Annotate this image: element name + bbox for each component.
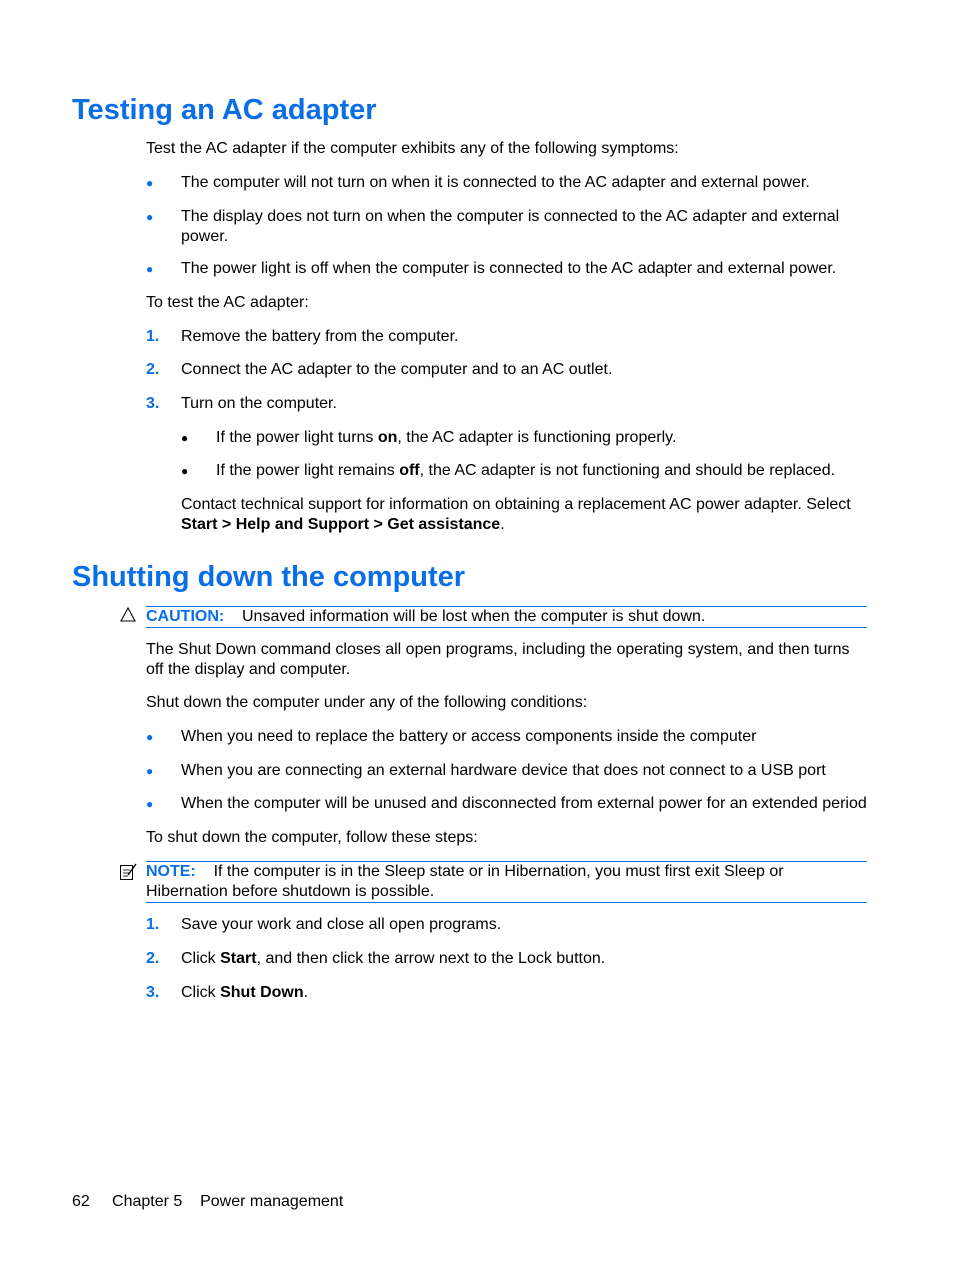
bold-text: off (399, 462, 420, 479)
note-pad-icon (119, 862, 138, 881)
list-item (146, 794, 868, 814)
list-item-text: The power light is off when the computer is connected to the AC adapter and external power. (181, 260, 837, 277)
list-item (146, 259, 868, 279)
chapter-label: Chapter 5 (112, 1193, 183, 1210)
bullet-icon: ● (181, 431, 189, 445)
bullet-icon: ● (146, 797, 154, 811)
step-text: Turn on the computer. (181, 395, 337, 412)
bold-text: Start (220, 950, 257, 967)
page-footer (72, 1192, 343, 1212)
list-item (146, 761, 868, 781)
list-item (146, 207, 868, 247)
contact-end: . (500, 515, 505, 533)
bullet-icon: ● (146, 730, 154, 744)
list-item (146, 173, 868, 193)
step-item (146, 394, 868, 414)
bullet-icon: ● (146, 176, 154, 190)
sub-list-item-text (216, 428, 871, 448)
step-number: 2. (146, 950, 160, 967)
bullet-icon: ● (181, 464, 189, 478)
step-item (146, 949, 868, 969)
section-title-testing-ac-adapter: Testing an AC adapter (72, 94, 377, 126)
caution-box (146, 606, 867, 628)
section-title-shutting-down: Shutting down the computer (72, 561, 466, 593)
step-text (181, 949, 868, 969)
shutdown-steps-intro: To shut down the computer, follow these steps: (146, 829, 478, 846)
step-item (146, 327, 868, 347)
step-item (146, 915, 868, 935)
sub-list-item (181, 461, 871, 481)
step-text: Connect the AC adapter to the computer and to an AC outlet. (181, 361, 613, 378)
caution-triangle-icon (120, 607, 136, 622)
caution-text: Unsaved information will be lost when the computer is shut down. (242, 608, 706, 625)
bullet-icon: ● (146, 262, 154, 276)
list-item-text: When the computer will be unused and disconnected from external power for an extended period (181, 795, 867, 812)
list-item-text: The display does not turn on when the computer is connected to the AC adapter and external power. (181, 208, 840, 245)
text-run: Save your work and close all open programs. (181, 916, 502, 933)
note-text: If the computer is in the Sleep state or in Hibernation, you must first exit Sleep or Hibernation before shutdown is possible. (146, 863, 784, 900)
text-run: If the power light remains (216, 462, 400, 479)
contact-paragraph (181, 495, 871, 534)
page-number: 62 (72, 1193, 90, 1210)
text-run: . (303, 984, 309, 1001)
note-box (146, 861, 867, 903)
step-number: 2. (146, 361, 160, 378)
text-run: Click (181, 984, 221, 1001)
step-text (181, 983, 868, 1003)
bold-text: on (377, 429, 398, 446)
bullet-icon: ● (146, 764, 154, 778)
sub-list-item (181, 428, 871, 448)
caution-label: CAUTION: (146, 608, 225, 625)
step-item (146, 360, 868, 380)
step-number: 3. (146, 395, 160, 412)
step-number: 1. (146, 328, 160, 345)
step-text (181, 915, 868, 935)
bold-text: Shut Down (220, 984, 304, 1001)
step-number: 3. (146, 984, 160, 1001)
sub-list-item-text (216, 461, 871, 481)
contact-text: Contact technical support for information on obtaining a replacement AC power adapter. Select (181, 496, 851, 513)
menu-path: Start > Help and Support > Get assistance (181, 515, 501, 533)
list-item (146, 727, 868, 747)
list-item-text: The computer will not turn on when it is connected to the AC adapter and external power. (181, 174, 810, 191)
text-run: , the AC adapter is functioning properly. (397, 429, 677, 446)
section1-steps-intro: To test the AC adapter: (146, 294, 309, 311)
text-run: , and then click the arrow next to the Lock button. (256, 950, 606, 967)
chapter-title: Power management (200, 1193, 344, 1210)
step-number: 1. (146, 916, 160, 933)
section1-intro: Test the AC adapter if the computer exhibits any of the following symptoms: (146, 140, 679, 157)
shutdown-description: The Shut Down command closes all open programs, including the operating system, and then turns off the display and computer. (146, 641, 850, 678)
bullet-icon: ● (146, 210, 154, 224)
conditions-intro: Shut down the computer under any of the following conditions: (146, 694, 588, 711)
note-label: NOTE: (146, 863, 196, 880)
step-item (146, 983, 868, 1003)
text-run: , the AC adapter is not functioning and should be replaced. (419, 462, 836, 479)
list-item-text: When you need to replace the battery or access components inside the computer (181, 728, 757, 745)
text-run: If the power light turns (216, 429, 378, 446)
text-run: Click (181, 950, 221, 967)
list-item-text: When you are connecting an external hardware device that does not connect to a USB port (181, 762, 826, 779)
step-text: Remove the battery from the computer. (181, 328, 459, 345)
